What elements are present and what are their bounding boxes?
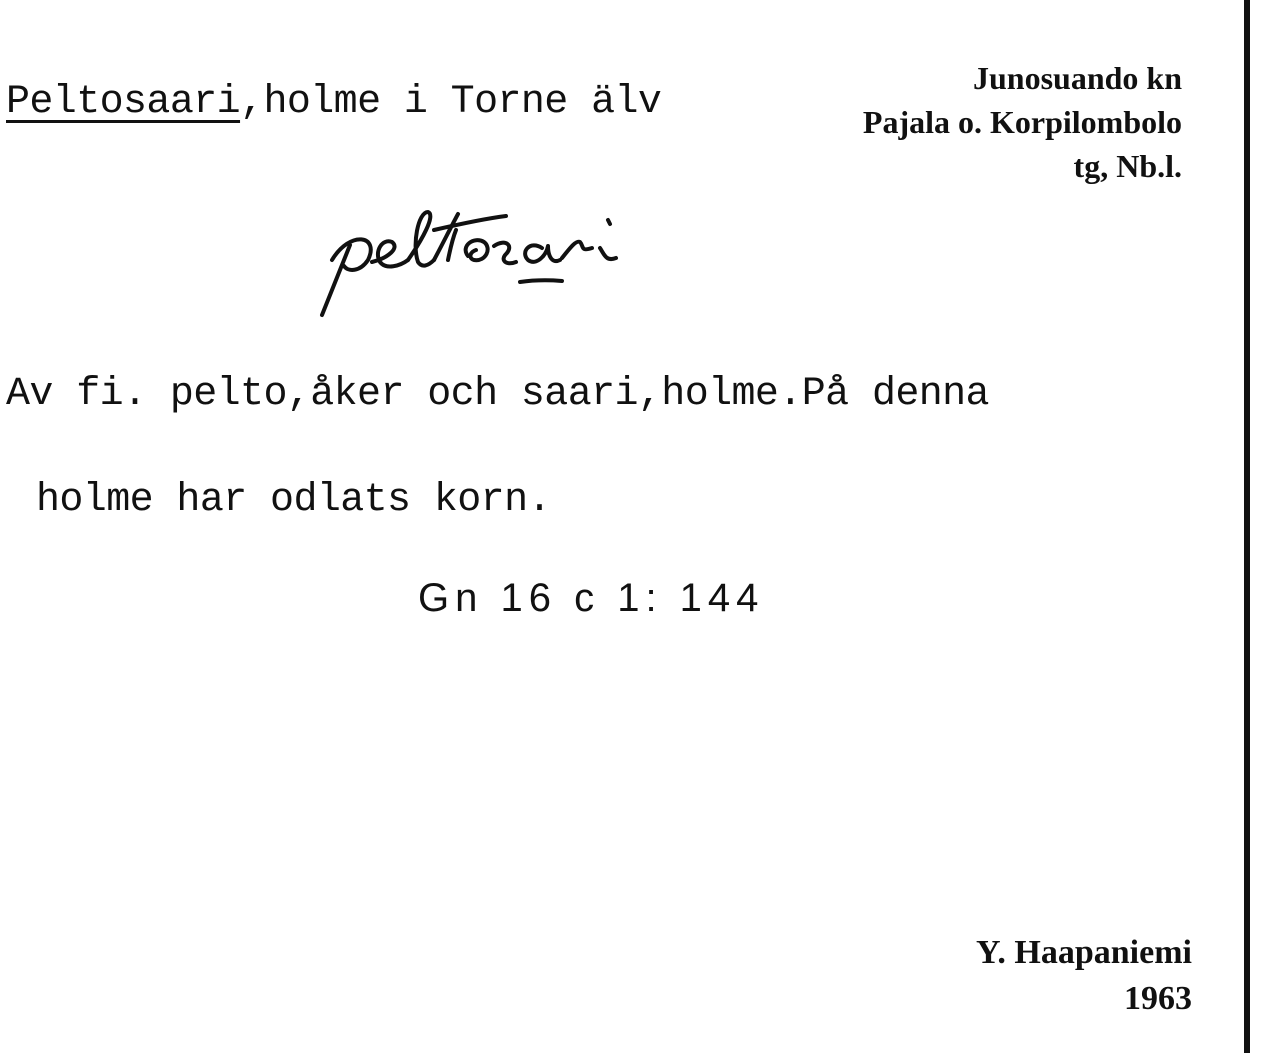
handwritten-pronunciation-drawing bbox=[310, 190, 810, 330]
location-block bbox=[863, 56, 1182, 188]
signature-year: 1963 bbox=[1124, 980, 1192, 1017]
headword: Peltosaari bbox=[6, 80, 241, 125]
location-county: tg, Nb.l. bbox=[1073, 148, 1182, 184]
signature-block bbox=[976, 930, 1192, 1022]
card-edge-line bbox=[1244, 0, 1250, 1053]
etymology-line-1: Av fi. pelto,åker och saari,holme.På denna bbox=[6, 372, 989, 417]
handwritten-pronunciation bbox=[310, 190, 810, 330]
headword-line bbox=[6, 80, 661, 125]
location-municipality: Junosuando kn bbox=[972, 60, 1182, 96]
signature-name: Y. Haapaniemi bbox=[975, 934, 1192, 971]
headword-description: ,holme i Torne älv bbox=[240, 80, 662, 125]
archive-reference: Gn 16 c 1: 144 bbox=[418, 576, 765, 620]
etymology-line-2: holme har odlats korn. bbox=[36, 478, 551, 523]
location-parish: Pajala o. Korpilombolo bbox=[862, 104, 1182, 140]
